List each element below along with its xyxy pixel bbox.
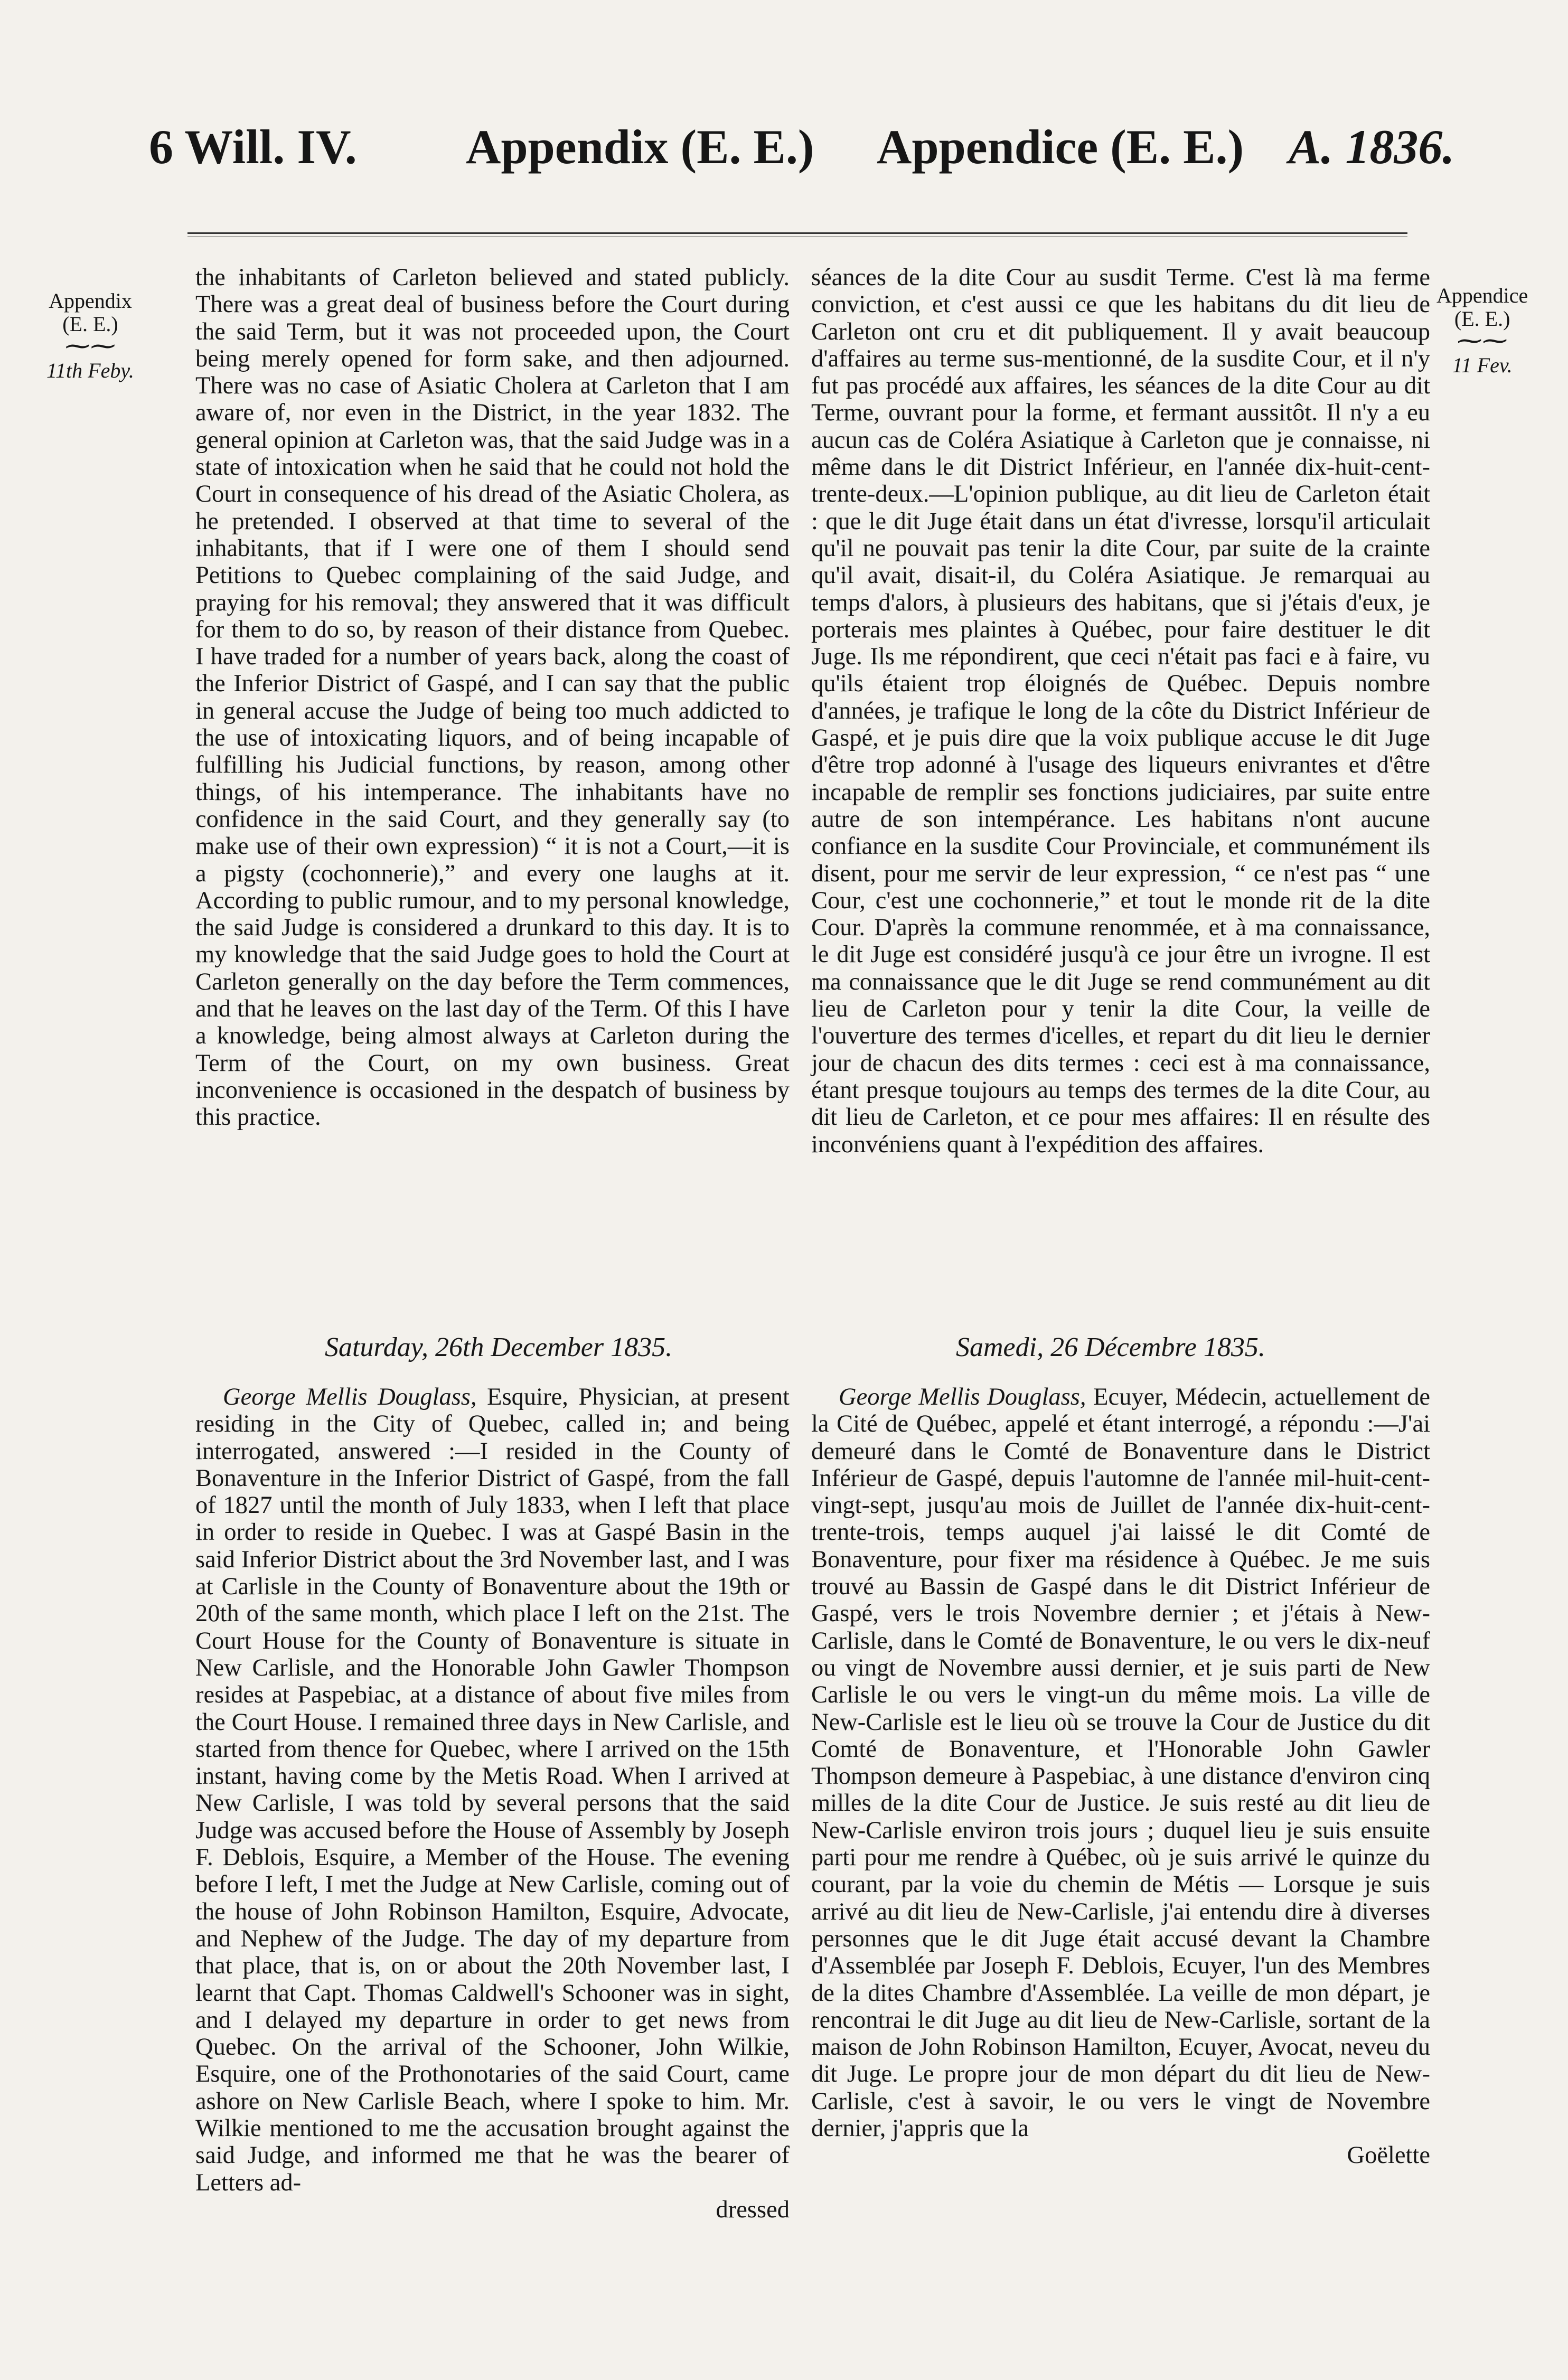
catchword: Goëlette — [1347, 2142, 1430, 2169]
english-paragraph-2 — [195, 1384, 790, 2196]
english-paragraph-1: the inhabitants of Carleton believed and stated publicly. There was a great deal of business before the Court during the said Term, but it was not proceeded upon, the Court being merely opened for form sake, and then adjourned. There was no case of Asiatic Cholera at Carleton that I am aware of, nor even in the District, in the year 1832. The general opinion at Carleton was, that the said Judge was in a state of intoxication when he said that he could not hold the Court in consequence of his dread of the Asiatic Cholera, as he pretended. I observed at that time to several of the inhabitants, that if I were one of them I should send Petitions to Quebec complaining of the said Judge, and praying for his removal; they answered that it was difficult for them to do so, by reason of their distance from Quebec. I have traded for a number of years back, along the coast of the Inferior District of Gaspé, and I can say that the public in general accuse the Judge of being too much addicted to the use of intoxicating liquors, and of being incapable of fulfilling his Judicial functions, by reason, among other things, of his intemperance. The inhabitants have no confidence in the said Court, and they generally say (to make use of their own expression) “ it is not a Court,—it is a pigsty (cochonnerie),” and every one laughs at it. According to public rumour, and to my personal knowledge, the said Judge is considered a drunkard to this day. It is to my knowledge that the said Judge goes to hold the Court at Carleton generally on the day before the Term commences, and that he leaves on the last day of the Term. Of this I have a knowledge, being almost always at Carleton during the Term of the Court, on my own business. Great inconvenience is occasioned in the despatch of business by this practice. — [195, 264, 790, 1131]
margin-appendix-code: (E. E.) — [62, 312, 118, 336]
margin-date: 11th Feby. — [46, 359, 134, 382]
english-testimony-text: Esquire, Physician, at present residing in the City of Quebec, called in; and being interrogated, answered :—I resided in the County of Bonaventure in the Inferior District of Gaspé, from the fall of 1827 until the month of July 1833, when I left that place in order to reside in Quebec. I was at Gaspé Basin in the said Inferior District about the 3rd November last, and I was at Carlisle in the County of Bonaventure about the 19th or 20th of the same month, which place I left on the 21st. The Court House for the County of Bonaventure is situate in New Carlisle, and the Honorable John Gawler Thompson resides at Paspebiac, at a distance of about five miles from the Court House. I remained three days in New Carlisle, and started from thence for Quebec, where I arrived on the 15th instant, having come by the Metis Road. When I arrived at New Carlisle, I was told by several persons that the said Judge was accused before the House of Assembly by Joseph F. Deblois, Esquire, a Member of the House. The evening before I left, I met the Judge at New Carlisle, coming out of the house of John Robinson Hamilton, Esquire, Advocate, and Nephew of the Judge. The day of my departure from that place, that is, on or about the 20th November last, I learnt that Capt. Thomas Caldwell's Schooner was in sight, and I delayed my departure in order to get news from Quebec. On the arrival of the Schooner, John Wilkie, Esquire, one of the Prothonotaries of the said Court, came ashore on New Carlisle Beach, where I spoke to him. Mr. Wilkie mentioned to me the accusation brought against the said Judge, and informed me that he was the bearer of Letters ad- — [195, 1384, 790, 2196]
margin-appendix-label: Appendix — [49, 289, 132, 313]
french-paragraph-1: séances de la dite Cour au susdit Terme. C'est là ma ferme conviction, et c'est aussi ce que les habitans du dit lieu de Carleton ont cru et dit publiquement. Il y avait beaucoup d'affaires au terme sus-mentionné, de la susdite Cour, et il n'y fut pas procédé aux affaires, les séances de la dite Cour au dit Terme, ouvrant pour la forme, et fermant aussitôt. Il n'y a eu aucun cas de Coléra Asiatique à Carleton que je connaisse, ni même dans le dit District Inférieur, en l'année dix-huit-cent-trente-deux.—L'opinion publique, au dit lieu de Carleton était : que le dit Juge était dans un état d'ivresse, lorsqu'il articulait qu'il ne pouvait pas tenir la dite Cour, par suite de la crainte qu'il avait, disait-il, du Coléra Asiatique. Je remarquai au temps d'alors, à plusieurs des habitans, que si j'étais d'eux, je porterais mes plaintes à Québec, pour faire destituer le dit Juge. Ils me répondirent, que ceci n'était pas faci e à faire, vu qu'ils étaient trop éloignés de Québec. Depuis nombre d'années, je trafique le long de la côte du District Inférieur de Gaspé, et je puis dire que la voix publique accuse le dit Juge d'être trop adonné à l'usage des liqueurs enivrantes et d'être incapable de remplir ses fonctions judiciaires, par suite entre autre de son intempérance. Les habitans n'ont aucune confiance en la susdite Cour Provinciale, et communément ils disent, pour me servir de leur expression, “ ce n'est pas “ une Cour, c'est une cochonnerie,” et tout le monde rit de la dite Cour. D'après la commune renommée, et à ma connaissance, le dit Juge est considéré jusqu'à ce jour être un ivrogne. Il est ma connaissance que le dit Juge se rend communément au dit lieu de Carleton pour y tenir la dite Cour, la veille de l'ouverture des termes d'icelles, et repart du dit lieu le dernier jour de chacun des dits termes : ceci est à ma connaissance, étant presque toujours au temps des termes de la dite Cour, au dit lieu de Carleton, et ce pour mes affaires: Il en résulte des inconvéniens quant à l'expédition des affaires. — [811, 264, 1430, 1158]
left-margin-note — [46, 289, 134, 382]
margin-appendix-code: (E. E.) — [1454, 307, 1510, 331]
french-column-part2 — [811, 1384, 1430, 2169]
tilde-ornament: ⁓⁓ — [64, 332, 116, 360]
french-column-part1 — [811, 264, 1430, 1158]
header-rule-thick — [187, 232, 1407, 234]
french-paragraph-2 — [811, 1384, 1430, 2142]
margin-appendix-label: Appendice — [1436, 284, 1528, 307]
french-testimony-text: Ecuyer, Médecin, actuellement de la Cité de Québec, appelé et étant interrogé, a répondu :—J'ai demeuré dans le Comté de Bonaventure dans le District Inférieur de Gaspé, depuis l'automne de l'année mil-huit-cent-vingt-sept, jusqu'au mois de Juillet de l'année dix-huit-cent-trente-trois, temps auquel j'ai laissé le dit Comté de Bonaventure, pour fixer ma résidence à Québec. Je me suis trouvé au Bassin de Gaspé dans le dit District Inférieur de Gaspé, vers le trois Novembre dernier ; et j'étais à New-Carlisle, dans le Comté de Bonaventure, le ou vers le dix-neuf ou vingt de Novembre aussi dernier, et je suis parti de New Carlisle le ou vers le vingt-un du même mois. La ville de New-Carlisle est le lieu où se trouve la Cour de Justice du dit Comté de Bonaventure, et l'Honorable John Gawler Thompson demeure à Paspebiac, à une distance d'environ cinq milles de la dite Cour de Justice. Je suis resté au dit lieu de New-Carlisle environ trois jours ; duquel lieu je suis ensuite parti pour me rendre à Québec, où je suis arrivé le quinze du courant, par la voie du chemin de Métis — Lorsque je suis arrivé au dit lieu de New-Carlisle, j'ai entendu dire à diverses personnes que le dit Juge était accusé devant la Chambre d'Assemblée par Joseph F. Deblois, Ecuyer, l'un des Membres de la dites Chambre d'Assemblée. La veille de mon départ, je rencontrai le dit Juge au dit lieu de New-Carlisle, sortant de la maison de John Robinson Hamilton, Ecuyer, Avocat, neveu du dit Juge. Le propre jour de mon départ du dit lieu de New-Carlisle, c'est à savoir, le ou vers le vingt de Novembre dernier, j'appris que la — [811, 1384, 1430, 2142]
right-margin-note — [1436, 284, 1528, 377]
margin-date: 11 Fev. — [1452, 353, 1513, 377]
appendix-heading-french: Appendice (E. E.) — [877, 120, 1244, 174]
page-header — [0, 119, 1568, 209]
witness-name: George Mellis Douglass, — [839, 1384, 1086, 1410]
english-column-part1 — [195, 264, 790, 1131]
catchword: dressed — [716, 2196, 790, 2223]
english-dateline: Saturday, 26th December 1835. — [325, 1332, 673, 1362]
english-column-part2 — [195, 1384, 790, 2223]
year-heading: A. 1836. — [1289, 120, 1455, 174]
french-dateline: Samedi, 26 Décembre 1835. — [956, 1332, 1265, 1362]
reign-heading: 6 Will. IV. — [149, 120, 357, 174]
witness-name: George Mellis Douglass, — [223, 1384, 477, 1410]
appendix-heading-english: Appendix (E. E.) — [466, 120, 814, 174]
tilde-ornament: ⁓⁓ — [1457, 327, 1508, 355]
